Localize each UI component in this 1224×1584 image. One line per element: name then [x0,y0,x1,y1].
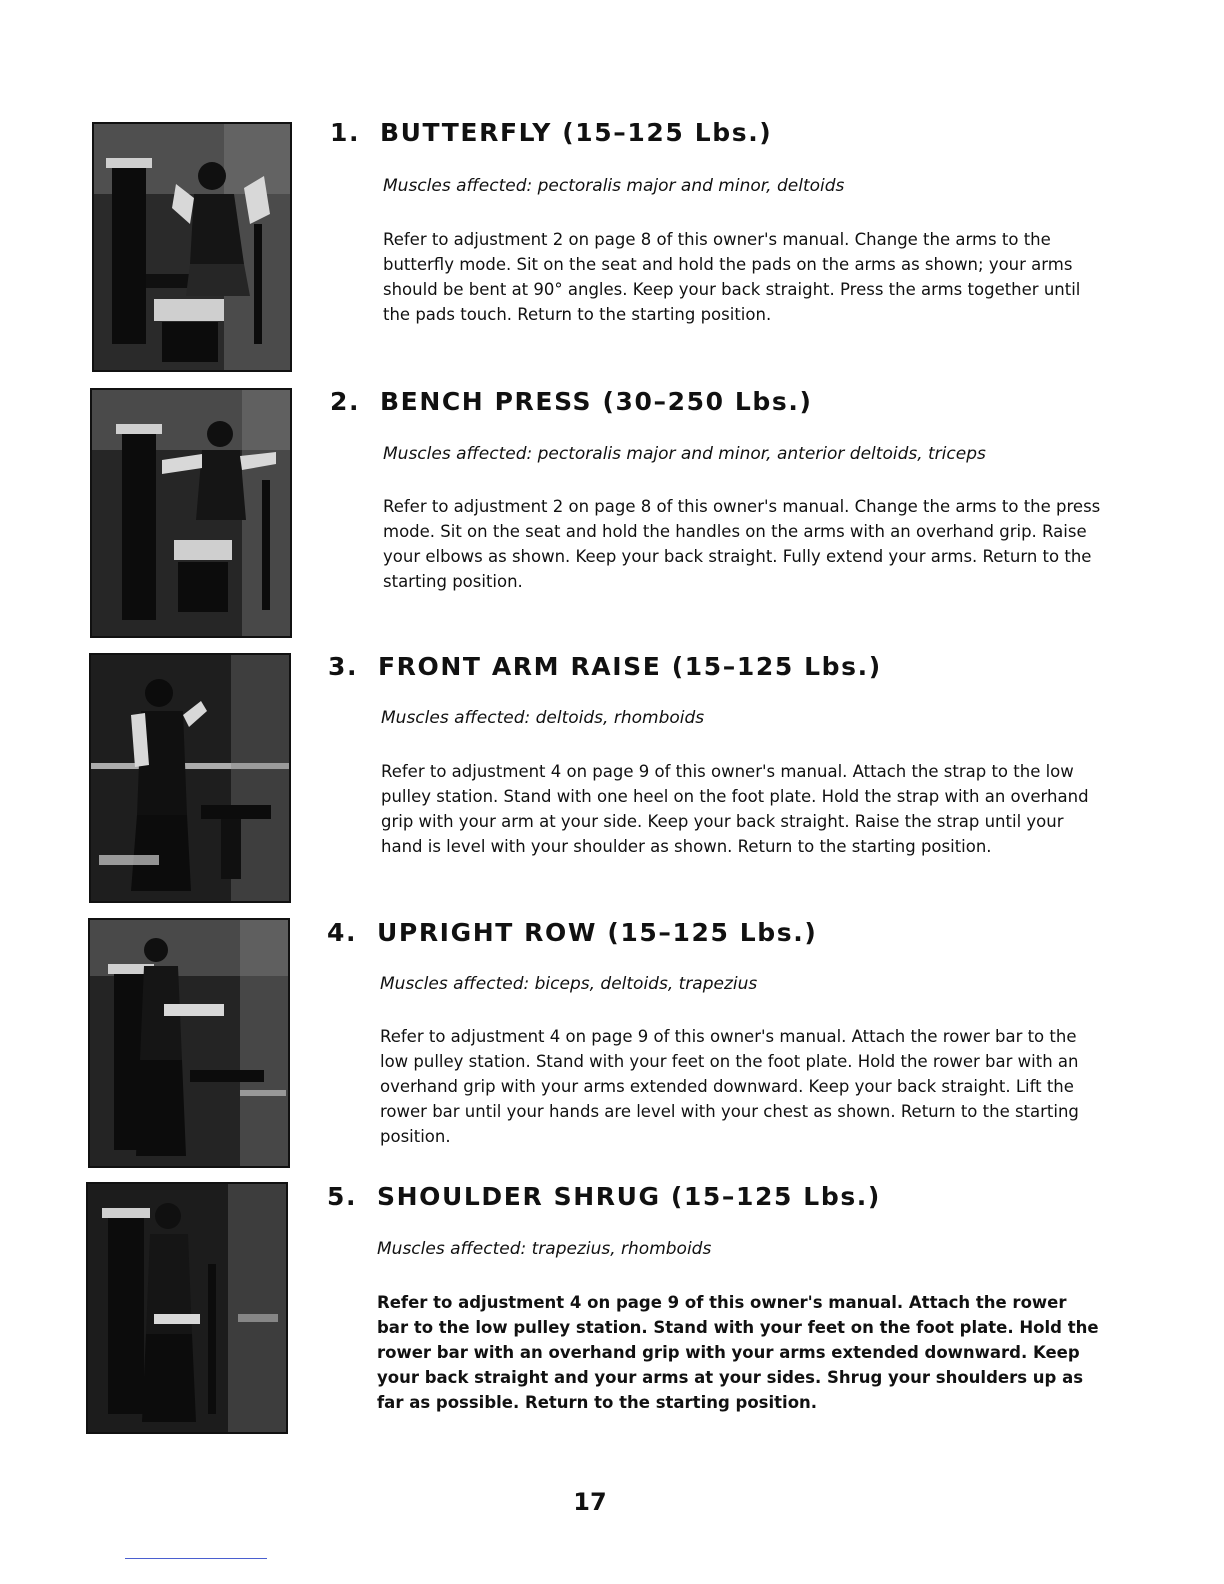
exercise-description: Refer to adjustment 4 on page 9 of this owner's manual. Attach the strap to the low pulley station. Stand with one heel on the foot plate. Hold the strap with an overhand grip with your arm at your side. Keep your back straight. Raise the strap until your hand is level with your shoulder as shown. Return to the starting position. [381,762,1089,856]
exercise-number: 3. [328,652,359,681]
exercise-description: Refer to adjustment 4 on page 9 of this owner's manual. Attach the rower bar to the low pulley station. Stand with your feet on the foot plate. Hold the rower bar with an overhand grip with your arms extended downward. Keep your back straight. Lift the rower bar until your hands are level with your chest as shown. Return to the starting position. [380,1027,1079,1146]
exercise-name: BUTTERFLY (15–125 Lbs.) [380,118,773,147]
muscles-affected: Muscles affected: biceps, deltoids, trapezius [380,974,758,994]
page-number: 17 [573,1488,607,1516]
exercise-title [327,1182,881,1211]
exercise-photo-upright-row [88,918,290,1168]
muscles-affected: Muscles affected: pectoralis major and minor, anterior deltoids, triceps [383,444,986,464]
exercise-name: BENCH PRESS (30–250 Lbs.) [380,387,813,416]
exercise-number: 4. [327,918,358,947]
machine-illustration-icon [88,1184,286,1432]
exercise-name: FRONT ARM RAISE (15–125 Lbs.) [378,652,882,681]
exercise-photo-front-arm-raise [89,653,291,903]
muscles-affected: Muscles affected: pectoralis major and minor, deltoids [383,176,845,196]
machine-illustration-icon [92,390,290,636]
muscles-affected: Muscles affected: deltoids, rhomboids [381,708,705,728]
exercise-photo-shoulder-shrug [86,1182,288,1434]
exercise-number: 1. [330,118,361,147]
exercise-photo-bench-press [90,388,292,638]
exercise-name: SHOULDER SHRUG (15–125 Lbs.) [377,1182,881,1211]
exercise-name: UPRIGHT ROW (15–125 Lbs.) [377,918,818,947]
footer-divider [125,1558,267,1559]
exercise-number: 5. [327,1182,358,1211]
exercise-description: Refer to adjustment 2 on page 8 of this owner's manual. Change the arms to the press mode. Sit on the seat and hold the handles on the arms with an overhand grip. Raise your elbows as shown. Keep your back straight. Fully extend your arms. Return to the starting position. [383,497,1101,591]
machine-illustration-icon [94,124,290,370]
exercise-number: 2. [330,387,361,416]
machine-illustration-icon [90,920,288,1166]
exercise-photo-butterfly [92,122,292,372]
exercise-title [328,652,882,681]
muscles-affected: Muscles affected: trapezius, rhomboids [377,1239,712,1259]
exercise-title [330,118,772,147]
exercise-description: Refer to adjustment 4 on page 9 of this owner's manual. Attach the rower bar to the low pulley station. Stand with your feet on the foot plate. Hold the rower bar with an overhand grip with your arms extended downward. Keep your back straight and your arms at your sides. Shrug your shoulders up as far as possible. Return to the starting position. [377,1293,1099,1412]
exercise-title [327,918,817,947]
exercise-description: Refer to adjustment 2 on page 8 of this owner's manual. Change the arms to the butterfly mode. Sit on the seat and hold the pads on the arms as shown; your arms should be bent at 90° angles. Keep your back straight. Press the arms together until the pads touch. Return to the starting position. [383,230,1081,324]
exercise-title [330,387,813,416]
machine-illustration-icon [91,655,289,901]
